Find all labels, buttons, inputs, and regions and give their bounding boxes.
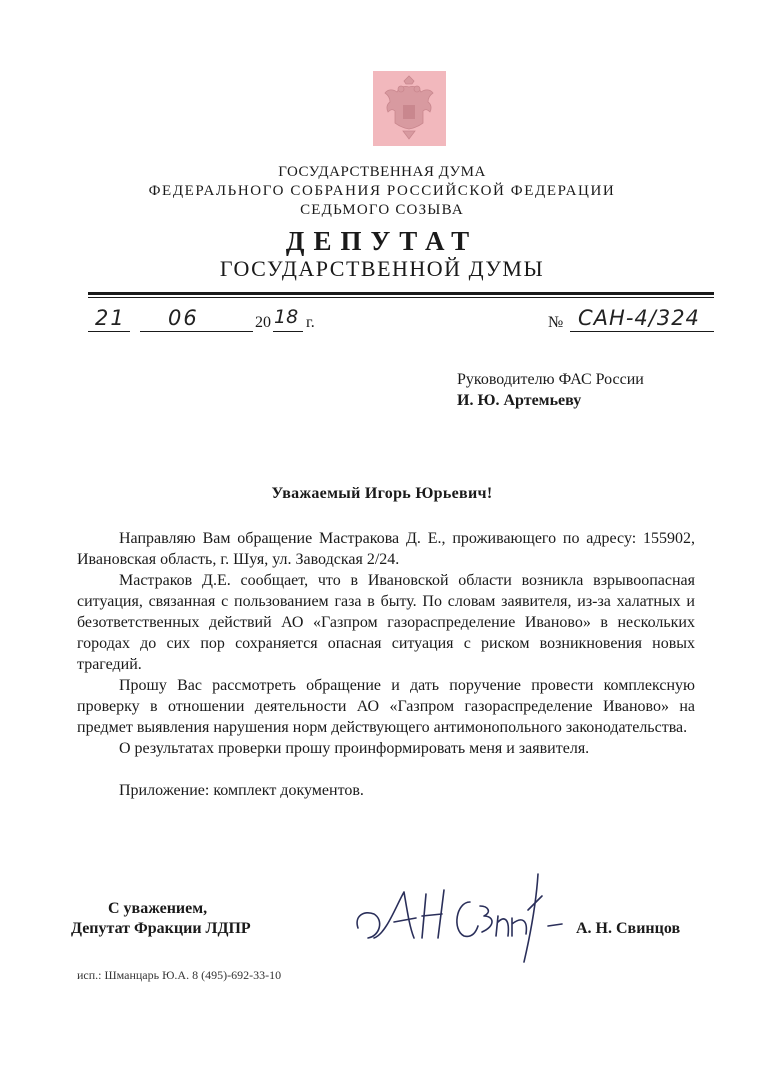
executor-note: исп.: Шманцарь Ю.А. 8 (495)-692-33-10 — [77, 968, 282, 982]
body-paragraph: О результатах проверки прошу проинформировать меня и заявителя. — [119, 740, 590, 757]
header-divider-thin — [88, 297, 714, 298]
date-year-line — [273, 331, 303, 332]
date-year-prefix: 20 — [255, 314, 271, 331]
date-month-line — [140, 331, 253, 332]
date-day-line — [88, 331, 130, 332]
handwritten-signature — [352, 866, 572, 966]
number-label: № — [548, 314, 564, 331]
closing-regards: С уважением, — [108, 900, 208, 917]
addressee-position: Руководителю ФАС России — [457, 371, 644, 388]
body-paragraph: Прошу Вас рассмотреть обращение и дать поручение провести комплексную проверку в отношении деятельности АО «Газпром газораспределение Иваново» на предмет выявления нарушения норм действующего антимонопольного законодательства. — [77, 677, 695, 736]
registration-number: САН-4/324 — [578, 306, 700, 330]
header-line-convocation: СЕДЬМОГО СОЗЫВА — [300, 202, 464, 218]
date-day: 21 — [95, 306, 126, 330]
date-year-unit: г. — [306, 314, 315, 331]
salutation: Уважаемый Игорь Юрьевич! — [271, 485, 493, 502]
coat-of-arms-emblem — [373, 71, 446, 146]
body-paragraph: Мастраков Д.Е. сообщает, что в Ивановской области возникла взрывоопасная ситуация, связанная с пользованием газа в быту. По словам заявителя, из-за халатных и безответственных действий АО «Газпром газораспределение Иваново» в нескольких городах до сих пор сохраняется опасная ситуация с риском возникновения новых трагедий. — [77, 572, 695, 673]
header-line-duma: ГОСУДАРСТВЕННАЯ ДУМА — [278, 164, 486, 180]
number-line — [570, 331, 714, 332]
date-year-suffix: 18 — [274, 306, 299, 328]
date-month: 06 — [168, 306, 199, 330]
letter-body — [77, 528, 695, 801]
attachment-note: Приложение: комплект документов. — [119, 782, 364, 799]
header-divider-thick — [88, 292, 714, 295]
header-title: ДЕПУТАТ — [285, 226, 479, 256]
body-paragraph: Направляю Вам обращение Мастракова Д. Е., проживающего по адресу: 155902, Ивановская область, г. Шуя, ул. Заводская 2/24. — [77, 530, 695, 568]
signer-name: А. Н. Свинцов — [576, 920, 681, 937]
closing-role: Депутат Фракции ЛДПР — [71, 920, 251, 937]
header-line-assembly: ФЕДЕРАЛЬНОГО СОБРАНИЯ РОССИЙСКОЙ ФЕДЕРАЦИИ — [148, 183, 616, 199]
header-subtitle: ГОСУДАРСТВЕННОЙ ДУМЫ — [219, 256, 545, 281]
addressee-name: И. Ю. Артемьеву — [457, 392, 582, 409]
